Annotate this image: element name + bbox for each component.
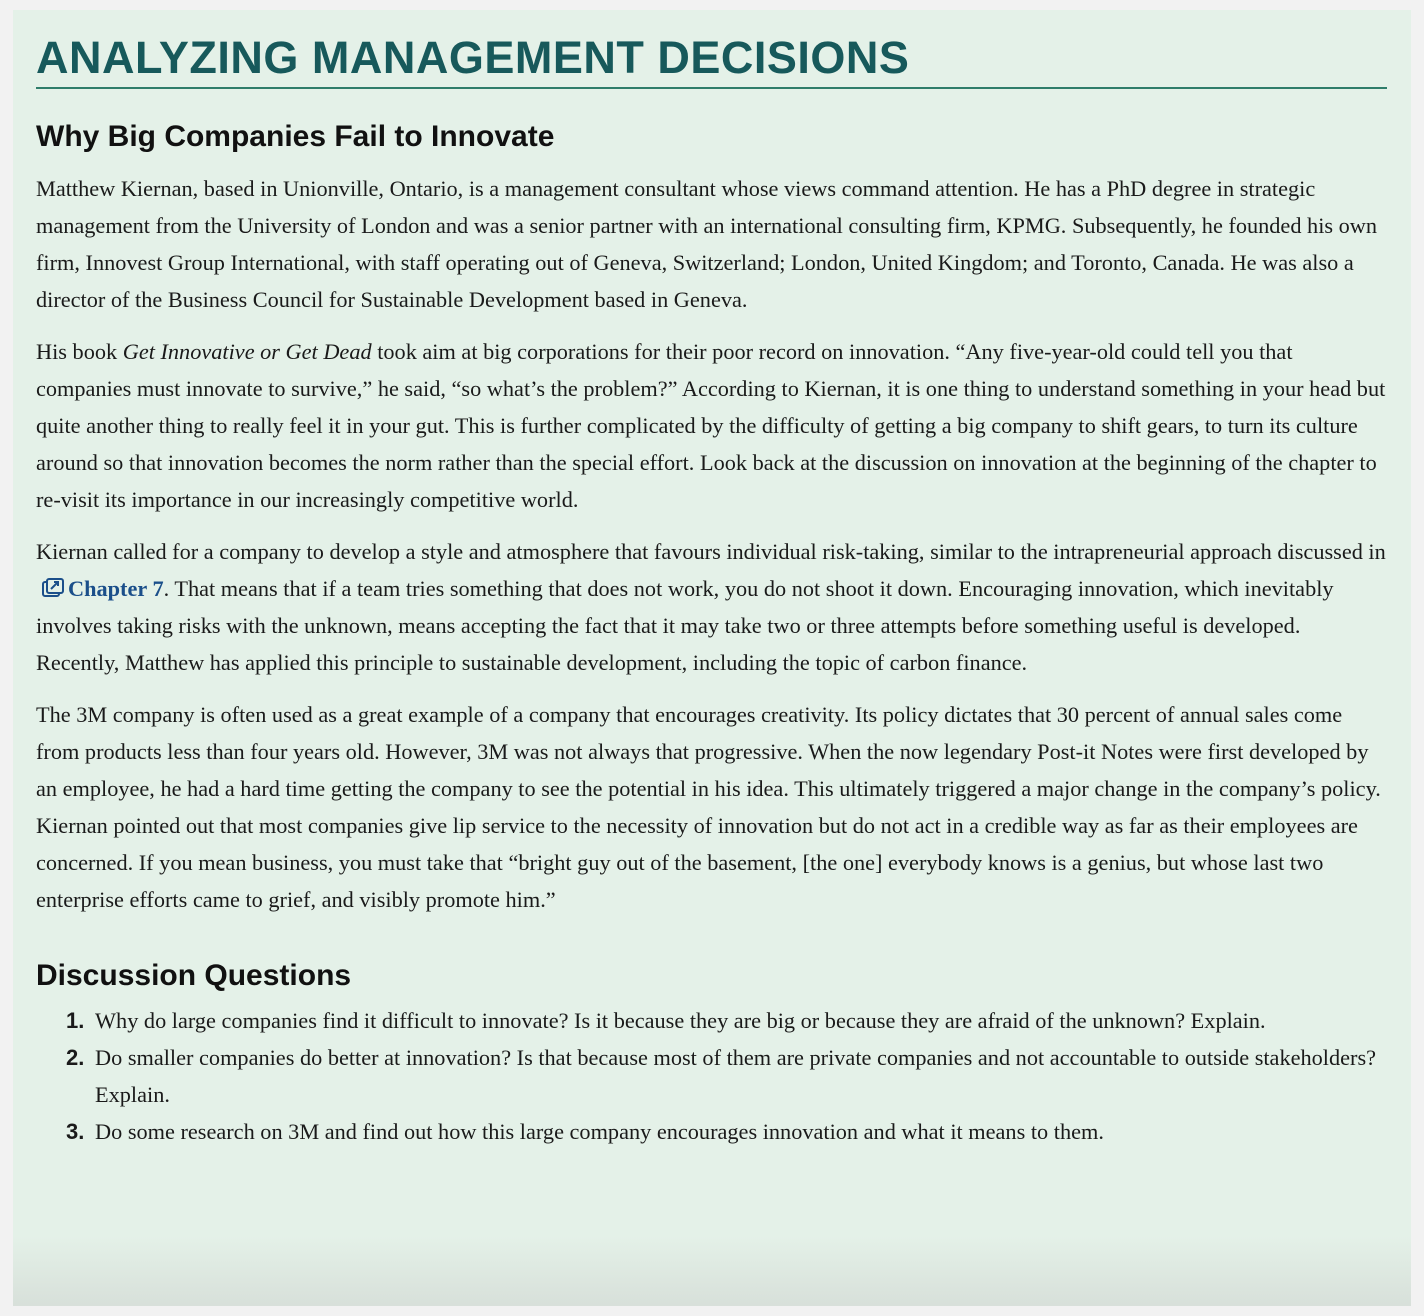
external-link-icon[interactable] bbox=[42, 572, 64, 592]
question-text: Do smaller companies do better at innovation? Is that because most of them are private companies and not accountable to outside stakeholders? Explain. bbox=[95, 1045, 1377, 1107]
discussion-questions-list bbox=[36, 1002, 1387, 1150]
question-number: 1. bbox=[66, 1008, 85, 1033]
chapter-7-link[interactable]: Chapter 7 bbox=[68, 576, 164, 601]
paragraph-2-text-start: His book bbox=[36, 339, 123, 364]
paragraph-4: The 3M company is often used as a great example of a company that encourages creativity. Its policy dictates that 30 percent of annual sales come from products less than four years old. However, 3M was not always that progressive. When the now legendary Post-it Notes were first developed by an employee, he had a hard time getting the company to see the potential in his idea. This ultimately triggered a major change in the company’s policy. Kiernan pointed out that most companies give lip service to the necessity of innovation but do not act in a credible way as far as their employees are concerned. If you mean business, you must take that “bright guy out of the basement, [the one] everybody knows is a genius, but whose last two enterprise efforts came to grief, and visibly promote him.” bbox=[36, 702, 1381, 912]
question-text: Do some research on 3M and find out how this large company encourages innovation and what it means to them. bbox=[95, 1119, 1104, 1144]
paragraph-2-text-end: took aim at big corporations for their poor record on innovation. “Any five-year-old could tell you that companies must innovate to survive,” he said, “so what’s the problem?” According to Kiernan, it is one thing to understand something in your head but quite another thing to really feel it in your gut. This is further complicated by the difficulty of getting a big company to shift gears, to turn its culture around so that innovation becomes the norm rather than the special effort. Look back at the discussion on innovation at the beginning of the chapter to re-visit its importance in our increasingly competitive world. bbox=[36, 339, 1386, 512]
discussion-questions-title: Discussion Questions bbox=[36, 959, 352, 992]
section-title: Why Big Companies Fail to Innovate bbox=[36, 120, 555, 153]
question-item bbox=[66, 1113, 1387, 1150]
paragraph-3 bbox=[36, 533, 1387, 681]
paragraph-3-text-start: Kiernan called for a company to develop a style and atmosphere that favours individual risk-taking, similar to the intrapreneurial approach discussed in bbox=[36, 539, 1386, 564]
decision-box bbox=[13, 10, 1411, 1306]
paragraph-2 bbox=[36, 333, 1387, 518]
paragraph-1: Matthew Kiernan, based in Unionville, Ontario, is a management consultant whose views command attention. He has a PhD degree in strategic management from the University of London and was a senior partner with an international consulting firm, KPMG. Subsequently, he founded his own firm, Innovest Group International, with staff operating out of Geneva, Switzerland; London, United Kingdom; and Toronto, Canada. He was also a director of the Business Council for Sustainable Development based in Geneva. bbox=[36, 176, 1378, 312]
paragraph-3-text-end: . That means that if a team tries something that does not work, you do not shoot it down. Encouraging innovation, which inevitably involves taking risks with the unknown, means accepting the fact that it may take two or three attempts before something useful is developed. Recently, Matthew has applied this principle to sustainable development, including the topic of carbon finance. bbox=[36, 576, 1334, 675]
question-item bbox=[66, 1002, 1387, 1039]
question-number: 3. bbox=[66, 1119, 85, 1144]
question-text: Why do large companies find it difficult to innovate? Is it because they are big or because they are afraid of the unknown? Explain. bbox=[95, 1008, 1266, 1033]
box-title: ANALYZING MANAGEMENT DECISIONS bbox=[36, 32, 1387, 89]
question-item bbox=[66, 1039, 1387, 1113]
question-number: 2. bbox=[66, 1045, 85, 1070]
book-title: Get Innovative or Get Dead bbox=[122, 339, 372, 364]
